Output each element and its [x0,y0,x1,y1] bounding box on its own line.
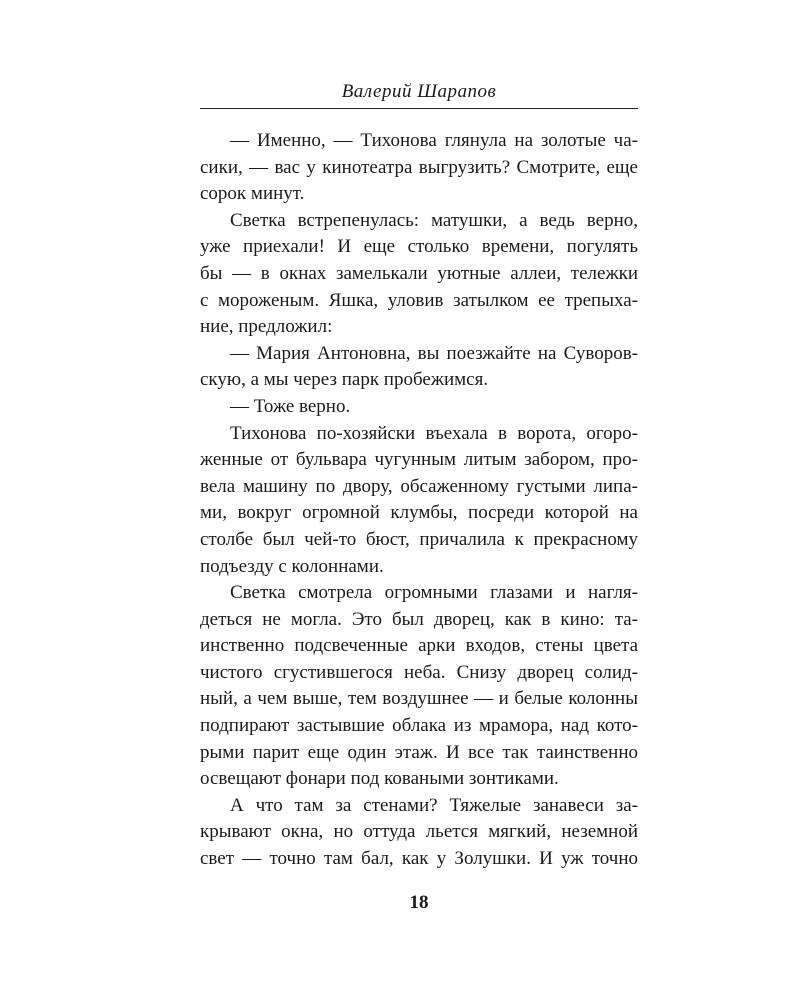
text-line: Тихонова по-хозяйски въехала в ворота, огоро- [230,422,638,444]
text-line: подпирают застывшие облака из мрамора, над кото- [200,715,638,737]
page-number: 18 [409,892,429,913]
text-line: сорок минут. [200,183,305,205]
book-page [200,0,638,1000]
text-line: уже приехали! И еще столько времени, погулять [200,236,638,258]
text-line: ние, предложил: [200,316,333,338]
text-line: подъезду с колоннами. [200,555,384,577]
text-line: инственно подсвеченные арки входов, стены цвета [200,635,638,657]
text-line: столбе был чей-то бюст, причалила к прекрасному [200,528,638,550]
text-line: — Именно, — Тихонова глянула на золотые ча- [230,130,638,151]
text-line: — Мария Антоновна, вы поезжайте на Суворов- [230,342,638,364]
header-rule [200,108,638,109]
text-line: Светка встрепенулась: матушки, а ведь верно, [230,209,638,231]
text-line: с мороженым. Яшка, уловив затылком ее трепыха- [200,289,638,311]
text-line: А что там за стенами? Тяжелые занавеси за- [230,794,638,816]
text-line: деться не могла. Это был дворец, как в кино: та- [200,608,638,630]
running-head: Валерий Шарапов [341,81,497,102]
text-line: ми, вокруг огромной клумбы, посреди которой на [200,502,638,524]
body-text [200,128,638,873]
text-line: бы — в окнах замелькали уютные аллеи, тележки [200,262,638,284]
text-line: ный, а чем выше, тем воздушнее — и белые колонны [200,688,638,710]
text-line: женные от бульвара чугунным литым забором, про- [200,449,638,471]
text-line: скую, а мы через парк пробежимся. [200,369,489,391]
text-line: чистого сгустившегося неба. Снизу дворец солид- [200,661,638,683]
text-line: вела машину по двору, обсаженному густыми липа- [200,475,638,497]
text-line: свет — точно там бал, как у Золушки. И уж точно [200,848,638,870]
text-line: Светка смотрела огромными глазами и нагля- [230,582,638,604]
text-line: рыми парит еще один этаж. И все так таинственно [200,741,638,763]
text-line: сики, — вас у кинотеатра выгрузить? Смотрите, еще [200,156,638,178]
text-line: крывают окна, но оттуда льется мягкий, неземной [200,821,638,843]
text-line: — Тоже верно. [230,395,351,417]
text-line: освещают фонари под коваными зонтиками. [200,768,559,790]
